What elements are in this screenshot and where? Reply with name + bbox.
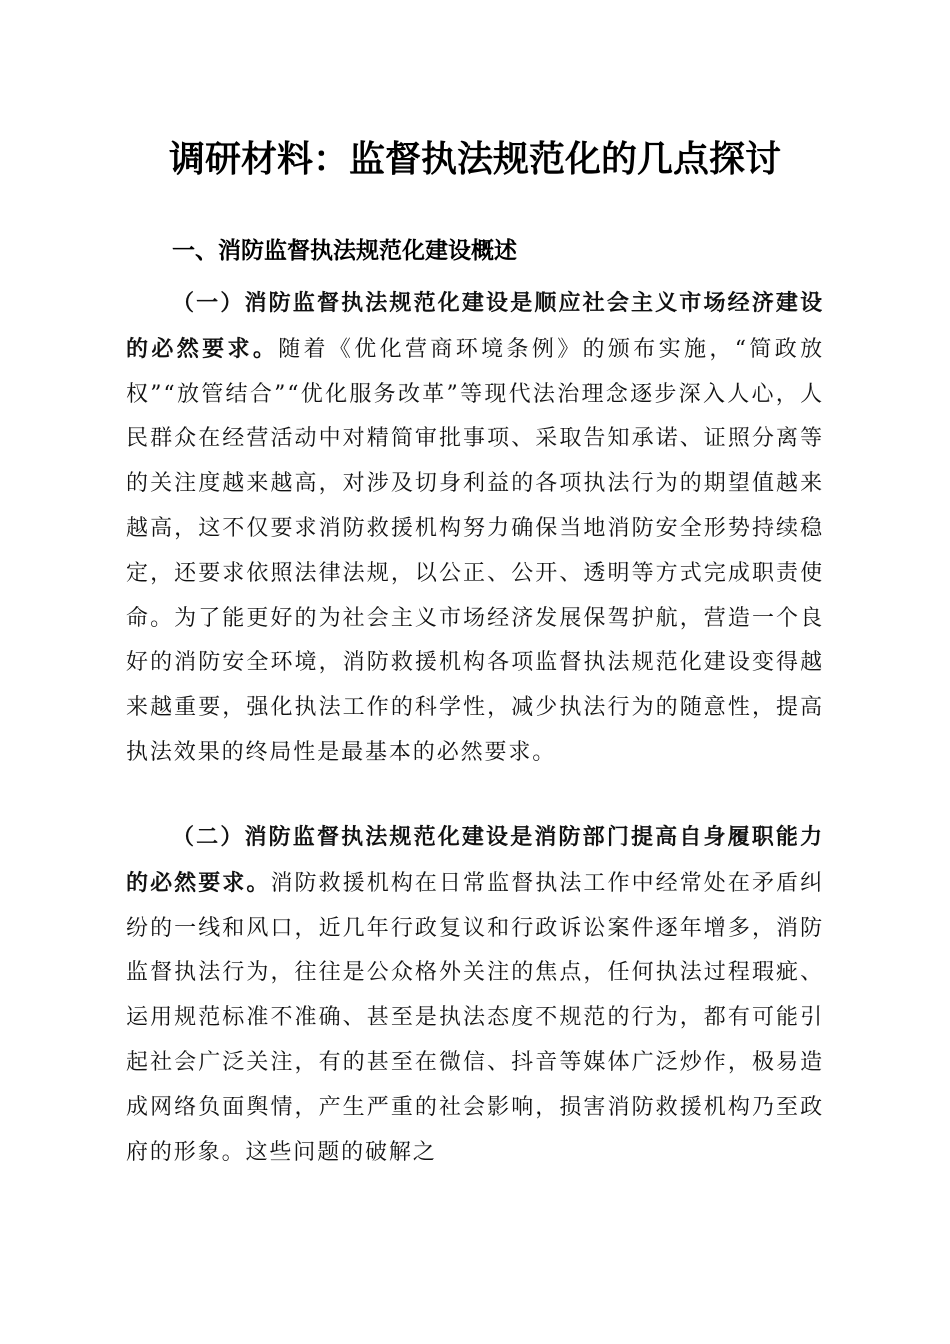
paragraph-2 xyxy=(126,815,824,1175)
paragraph-2-body: 消防救援机构在日常监督执法工作中经常处在矛盾纠纷的一线和风口，近几年行政复议和行政诉讼案件逐年增多，消防监督执法行为，往往是公众格外关注的焦点，任何执法过程瑕疵、运用规范标准不准确、甚至是执法态度不规范的行为，都有可能引起社会广泛关注，有的甚至在微信、抖音等媒体广泛炒作，极易造成网络负面舆情，产生严重的社会影响，损害消防救援机构乃至政府的形象。这些问题的破解之 xyxy=(126,870,824,1165)
paragraph-1-lead: （一）消防监督执法规范化建设是顺应社会主义市场经济建设的必然要求。 xyxy=(126,290,824,362)
document-title: 调研材料：监督执法规范化的几点探讨 xyxy=(168,139,781,180)
paragraph-2-lead: （二）消防监督执法规范化建设是消防部门提高自身履职能力的必然要求。 xyxy=(126,824,824,896)
paragraph-1-body: 随着《优化营商环境条例》的颁布实施，“简政放权”“放管结合”“优化服务改革”等现代法治理念逐步深入人心，人民群众在经营活动中对精简审批事项、采取告知承诺、证照分离等的关注度越来越高，对涉及切身利益的各项执法行为的期望值越来越高，这不仅要求消防救援机构努力确保当地消防安全形势持续稳定，还要求依照法律法规，以公正、公开、透明等方式完成职责使命。为了能更好的为社会主义市场经济发展保驾护航，营造一个良好的消防安全环境，消防救援机构各项监督执法规范化建设变得越来越重要，强化执法工作的科学性，减少执法行为的随意性，提高执法效果的终局性是最基本的必然要求。 xyxy=(126,336,824,765)
section-heading: 一、消防监督执法规范化建设概述 xyxy=(172,238,517,264)
paragraph-1 xyxy=(126,281,824,776)
